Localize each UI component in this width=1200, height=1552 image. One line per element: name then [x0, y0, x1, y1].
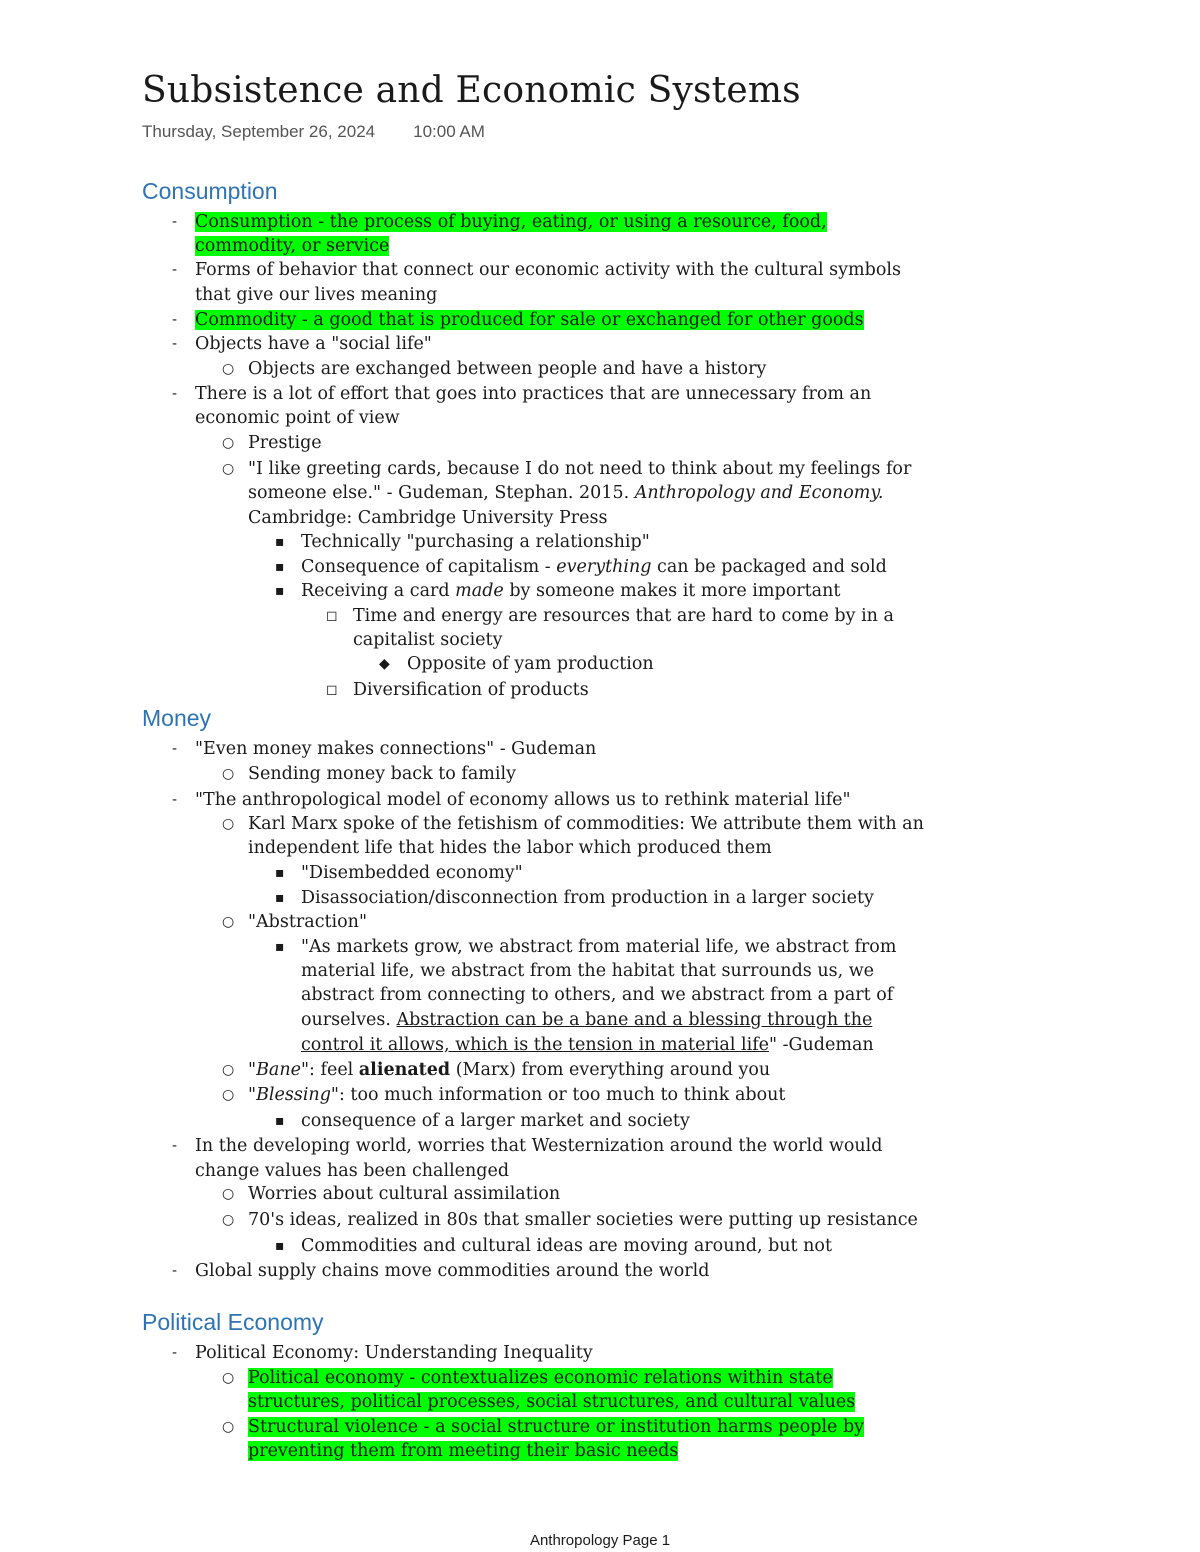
- section-heading-money: Money: [142, 705, 212, 731]
- bullet-dash: -: [172, 1345, 178, 1361]
- bullet-circle: ○: [222, 1419, 235, 1435]
- list-item: structures, political processes, social structures, and cultural values: [248, 1392, 856, 1412]
- list-item: Time and energy are resources that are hard to come by in a: [353, 606, 894, 626]
- list-item: "Bane": feel alienated (Marx) from everything around you: [248, 1060, 771, 1080]
- list-item: Forms of behavior that connect our economic activity with the cultural symbols: [195, 260, 901, 280]
- page-footer: Anthropology Page 1: [529, 1532, 671, 1549]
- list-item: Prestige: [248, 433, 322, 453]
- section-heading-political-economy: Political Economy: [142, 1309, 324, 1335]
- bullet-box: ◻: [326, 608, 338, 624]
- list-item: Disassociation/disconnection from production in a larger society: [301, 888, 874, 908]
- list-item: Cambridge: Cambridge University Press: [248, 508, 608, 528]
- bullet-circle: ○: [222, 1212, 235, 1228]
- list-item: material life, we abstract from the habitat that surrounds us, we: [301, 961, 875, 981]
- list-item: Objects are exchanged between people and have a history: [248, 359, 767, 379]
- bullet-dash: -: [172, 336, 178, 352]
- bullet-square: ▪: [275, 939, 285, 955]
- bullet-circle: ○: [222, 914, 235, 930]
- bullet-circle: ○: [222, 361, 235, 377]
- bullet-square: ▪: [275, 534, 285, 550]
- list-item: In the developing world, worries that Westernization around the world would: [195, 1136, 883, 1156]
- list-item: Objects have a "social life": [195, 334, 432, 354]
- list-item: "I like greeting cards, because I do not need to think about my feelings for: [248, 459, 912, 479]
- bullet-dash: -: [172, 1263, 178, 1279]
- list-item: that give our lives meaning: [195, 285, 438, 305]
- section-heading-consumption: Consumption: [142, 178, 278, 204]
- list-item: Worries about cultural assimilation: [248, 1184, 561, 1204]
- page-title: Subsistence and Economic Systems: [142, 70, 801, 111]
- list-item: Global supply chains move commodities around the world: [195, 1261, 710, 1281]
- list-item: control it allows, which is the tension in material life" -Gudeman: [301, 1035, 874, 1055]
- bullet-dash: -: [172, 386, 178, 402]
- bullet-dash: -: [172, 792, 178, 808]
- bullet-dash: -: [172, 1138, 178, 1154]
- list-item: change values has been challenged: [195, 1161, 510, 1181]
- bullet-circle: ○: [222, 1370, 235, 1386]
- bullet-circle: ○: [222, 766, 235, 782]
- list-item: Commodities and cultural ideas are moving around, but not: [301, 1236, 832, 1256]
- list-item: "Even money makes connections" - Gudeman: [195, 739, 597, 759]
- bullet-dash: -: [172, 312, 178, 328]
- note-meta: [142, 122, 485, 142]
- list-item: There is a lot of effort that goes into practices that are unnecessary from an: [195, 384, 872, 404]
- list-item: "Disembedded economy": [301, 863, 523, 883]
- list-item: Karl Marx spoke of the fetishism of commodities: We attribute them with an: [248, 814, 924, 834]
- list-item: abstract from connecting to others, and we abstract from a part of: [301, 985, 894, 1005]
- bullet-square: ▪: [275, 1238, 285, 1254]
- list-item: Receiving a card made by someone makes it more important: [301, 581, 841, 601]
- bullet-square: ▪: [275, 865, 285, 881]
- bullet-circle: ○: [222, 816, 235, 832]
- bullet-dash: -: [172, 262, 178, 278]
- list-item: commodity, or service: [195, 236, 390, 256]
- bullet-diamond: ◆: [379, 656, 390, 672]
- list-item: "As markets grow, we abstract from material life, we abstract from: [301, 937, 897, 957]
- bullet-square: ▪: [275, 559, 285, 575]
- list-item: Technically "purchasing a relationship": [301, 532, 650, 552]
- bullet-square: ▪: [275, 583, 285, 599]
- list-item: Structural violence - a social structure or institution harms people by: [248, 1417, 865, 1437]
- list-item: Political Economy: Understanding Inequality: [195, 1343, 593, 1363]
- list-item: "Abstraction": [248, 912, 367, 932]
- list-item: Sending money back to family: [248, 764, 516, 784]
- list-item: capitalist society: [353, 630, 503, 650]
- bullet-square: ▪: [275, 890, 285, 906]
- list-item: "Blessing": too much information or too much to think about: [248, 1085, 786, 1105]
- bullet-circle: ○: [222, 1062, 235, 1078]
- list-item: economic point of view: [195, 408, 400, 428]
- bullet-circle: ○: [222, 461, 235, 477]
- list-item: Consumption - the process of buying, eating, or using a resource, food,: [195, 212, 827, 232]
- note-date: Thursday, September 26, 2024: [142, 122, 376, 141]
- bullet-dash: -: [172, 741, 178, 757]
- list-item: Commodity - a good that is produced for sale or exchanged for other goods: [195, 310, 864, 330]
- list-item: Opposite of yam production: [407, 654, 654, 674]
- bullet-square: ▪: [275, 1113, 285, 1129]
- bullet-circle: ○: [222, 435, 235, 451]
- list-item: 70's ideas, realized in 80s that smaller societies were putting up resistance: [248, 1210, 918, 1230]
- list-item: independent life that hides the labor which produced them: [248, 838, 772, 858]
- list-item: Political economy - contextualizes economic relations within state: [248, 1368, 833, 1388]
- bullet-circle: ○: [222, 1087, 235, 1103]
- list-item: ourselves. Abstraction can be a bane and a blessing through the: [301, 1010, 873, 1030]
- note-time: 10:00 AM: [413, 122, 485, 141]
- list-item: Consequence of capitalism - everything can be packaged and sold: [301, 557, 887, 577]
- list-item: someone else." - Gudeman, Stephan. 2015. Anthropology and Economy.: [248, 483, 884, 503]
- bullet-box: ◻: [326, 682, 338, 698]
- bullet-circle: ○: [222, 1186, 235, 1202]
- list-item: "The anthropological model of economy allows us to rethink material life": [195, 790, 851, 810]
- list-item: preventing them from meeting their basic needs: [248, 1441, 679, 1461]
- bullet-dash: -: [172, 214, 178, 230]
- list-item: consequence of a larger market and society: [301, 1111, 690, 1131]
- list-item: Diversification of products: [353, 680, 589, 700]
